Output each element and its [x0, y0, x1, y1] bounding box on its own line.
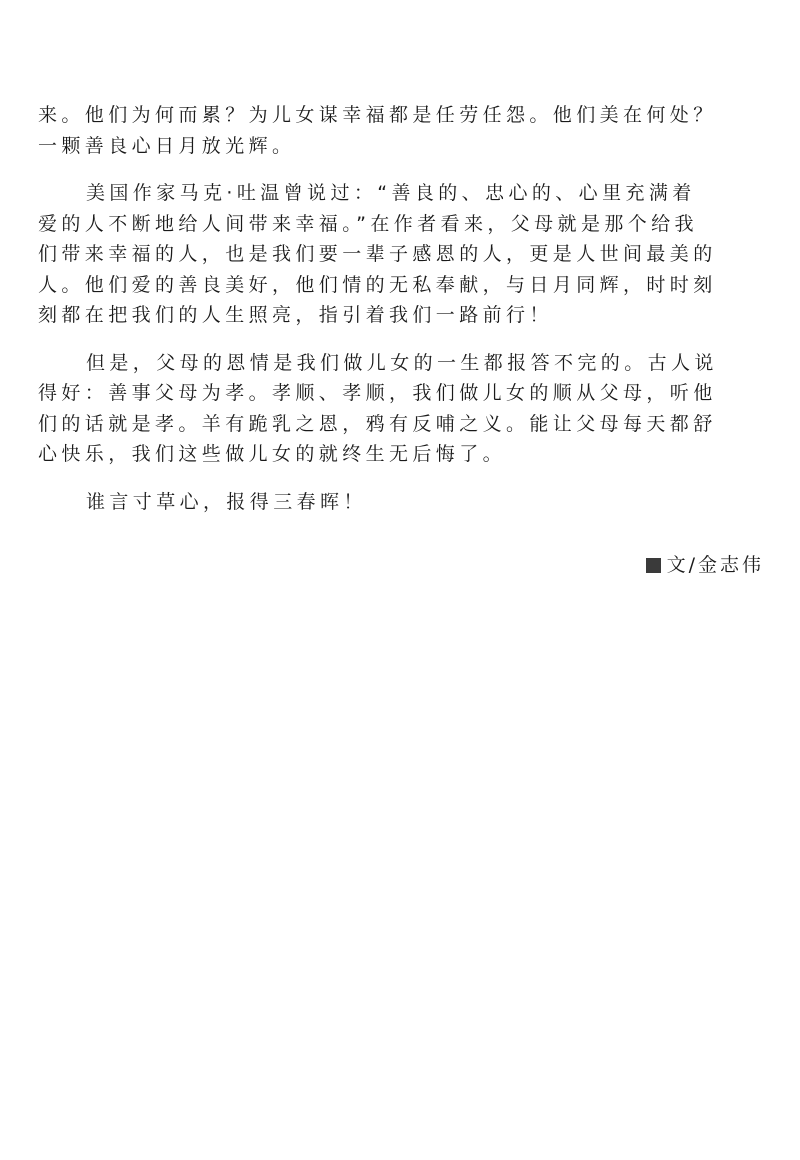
text-line: 们的话就是孝。羊有跪乳之恩，鸦有反哺之义。能让父母每天都舒 — [38, 412, 717, 435]
text-line: 一颗善良心日月放光辉。 — [38, 134, 296, 157]
paragraph-4 — [38, 487, 764, 518]
paragraph-3 — [38, 348, 764, 470]
text-line: 得好：善事父母为孝。孝顺、孝顺，我们做儿女的顺从父母，听他 — [38, 382, 717, 404]
text-line: 爱的人不断地给人间带来幸福。”在作者看来，父母就是那个给我 — [38, 212, 698, 235]
square-marker-icon — [646, 558, 661, 573]
author-byline — [646, 551, 764, 579]
text-line: 美国作家马克·吐温曾说过：“善良的、忠心的、心里充满着 — [86, 182, 696, 204]
text-line: 谁言寸草心，报得三春晖！ — [86, 490, 367, 513]
text-line: 来。他们为何而累？为儿女谋幸福都是任劳任怨。他们美在何处？ — [38, 104, 717, 126]
paragraph-1 — [38, 100, 764, 161]
byline-text: 文/金志伟 — [666, 554, 764, 576]
text-line: 但是，父母的恩情是我们做儿女的一生都报答不完的。古人说 — [86, 351, 718, 374]
text-line: 们带来幸福的人，也是我们要一辈子感恩的人，更是人世间最美的 — [38, 243, 717, 265]
paragraph-2 — [38, 178, 764, 331]
text-line: 心快乐，我们这些做儿女的就终生无后悔了。 — [38, 443, 507, 465]
text-line: 刻都在把我们的人生照亮，指引着我们一路前行！ — [38, 304, 553, 326]
article-body — [38, 100, 764, 517]
text-line: 人。他们爱的善良美好，他们情的无私奉献，与日月同辉，时时刻 — [38, 273, 717, 296]
